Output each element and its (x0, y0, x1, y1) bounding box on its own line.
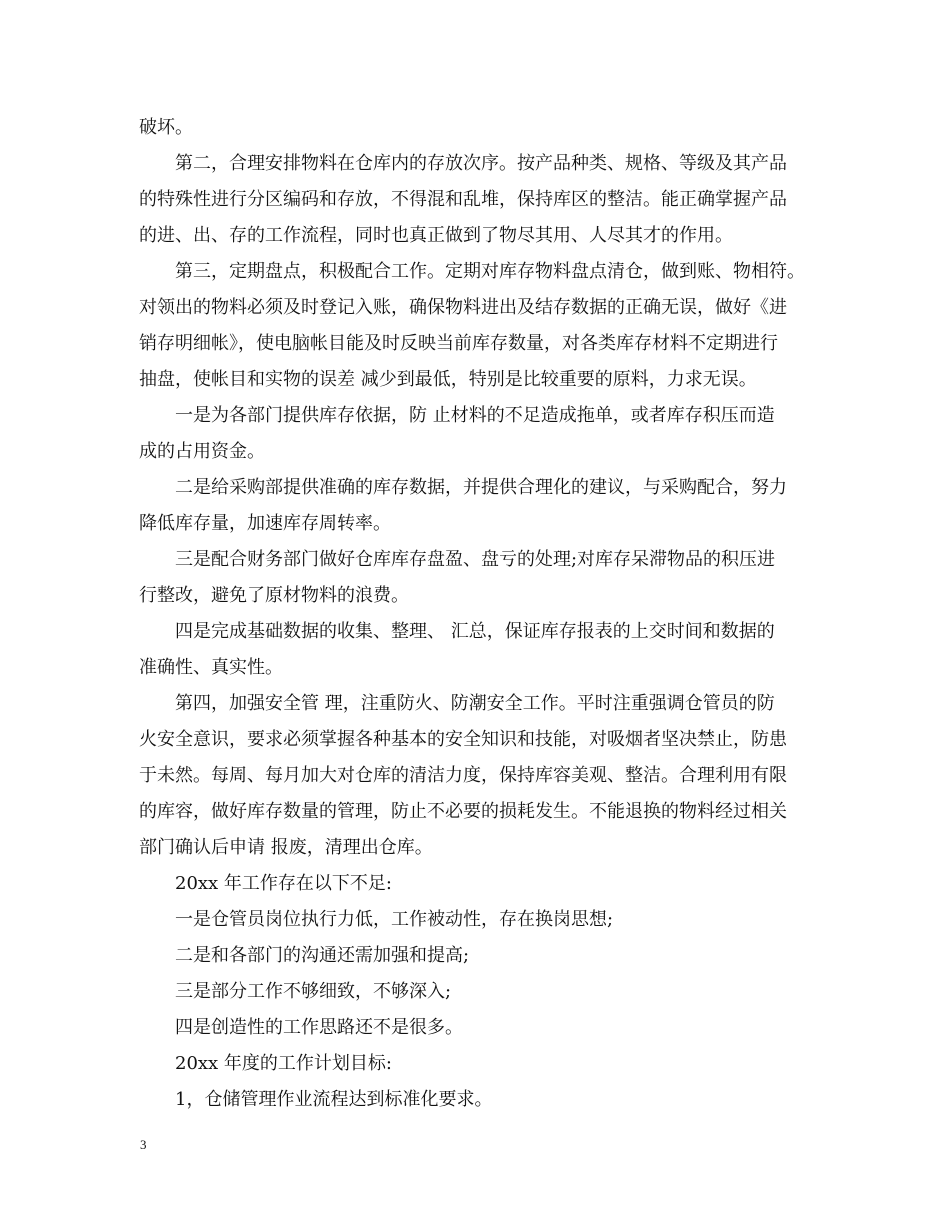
paragraph-line: 四是完成基础数据的收集、整理、 汇总，保证库存报表的上交时间和数据的 (175, 621, 775, 642)
text-line: 销存明细帐》，使电脑帐目能及时反映当前库存数量，对各类库存材料不定期进行 (139, 333, 778, 354)
text-line: 部门确认后申请 报废，清理出仓库。 (139, 837, 433, 858)
paragraph-line: 四是创造性的工作思路还不是很多。 (175, 1017, 463, 1038)
page-number: 3 (140, 1137, 147, 1152)
text-line: 对领出的物料必须及时登记入账，确保物料进出及结存数据的正确无误，做好《进 (139, 297, 787, 318)
text-line: 行整改，避免了原材物料的浪费。 (139, 585, 409, 606)
paragraph-line: 一是仓管员岗位执行力低，工作被动性，存在换岗思想; (175, 909, 614, 930)
paragraph-line: 20xx 年工作存在以下不足: (175, 873, 392, 894)
text-line: 成的占用资金。 (139, 441, 265, 462)
text-line: 的库容，做好库存数量的管理，防止不必要的损耗发生。不能退换的物料经过相关 (139, 801, 787, 822)
text-line: 抽盘，使帐目和实物的误差 减少到最低，特别是比较重要的原料，力求无误。 (139, 369, 757, 390)
text-line: 降低库存量，加速库存周转率。 (139, 513, 391, 534)
paragraph-line: 20xx 年度的工作计划目标: (175, 1053, 392, 1074)
text-line: 的进、出、存的工作流程，同时也真正做到了物尽其用、人尽其才的作用。 (139, 225, 733, 246)
text-line: 的特殊性进行分区编码和存放，不得混和乱堆，保持库区的整洁。能正确掌握产品 (139, 189, 787, 210)
paragraph-line: 二是给采购部提供准确的库存数据，并提供合理化的建议，与采购配合，努力 (175, 477, 787, 498)
text-line: 于未然。每周、每月加大对仓库的清洁力度，保持库容美观、整洁。合理利用有限 (139, 765, 787, 786)
text-line: 火安全意识，要求必须掌握各种基本的安全知识和技能，对吸烟者坚决禁止，防患 (139, 729, 787, 750)
paragraph-line: 三是部分工作不够细致，不够深入; (175, 981, 452, 1002)
paragraph-line: 第四，加强安全管 理，注重防火、防潮安全工作。平时注重强调仓管员的防 (175, 693, 775, 714)
text-line: 破坏。 (139, 117, 193, 138)
paragraph-line: 第三，定期盘点，积极配合工作。定期对库存物料盘点清仓，做到账、物相符。 (175, 261, 805, 282)
paragraph-line: 一是为各部门提供库存依据，防 止材料的不足造成拖单，或者库存积压而造 (175, 405, 775, 426)
text-line: 准确性、真实性。 (139, 657, 283, 678)
paragraph-line: 二是和各部门的沟通还需加强和提高; (175, 945, 470, 966)
paragraph-line: 三是配合财务部门做好仓库库存盘盈、盘亏的处理;对库存呆滞物品的积压进 (175, 549, 776, 570)
paragraph-line: 1，仓储管理作业流程达到标准化要求。 (175, 1089, 493, 1110)
paragraph-line: 第二，合理安排物料在仓库内的存放次序。按产品种类、规格、等级及其产品 (175, 153, 787, 174)
